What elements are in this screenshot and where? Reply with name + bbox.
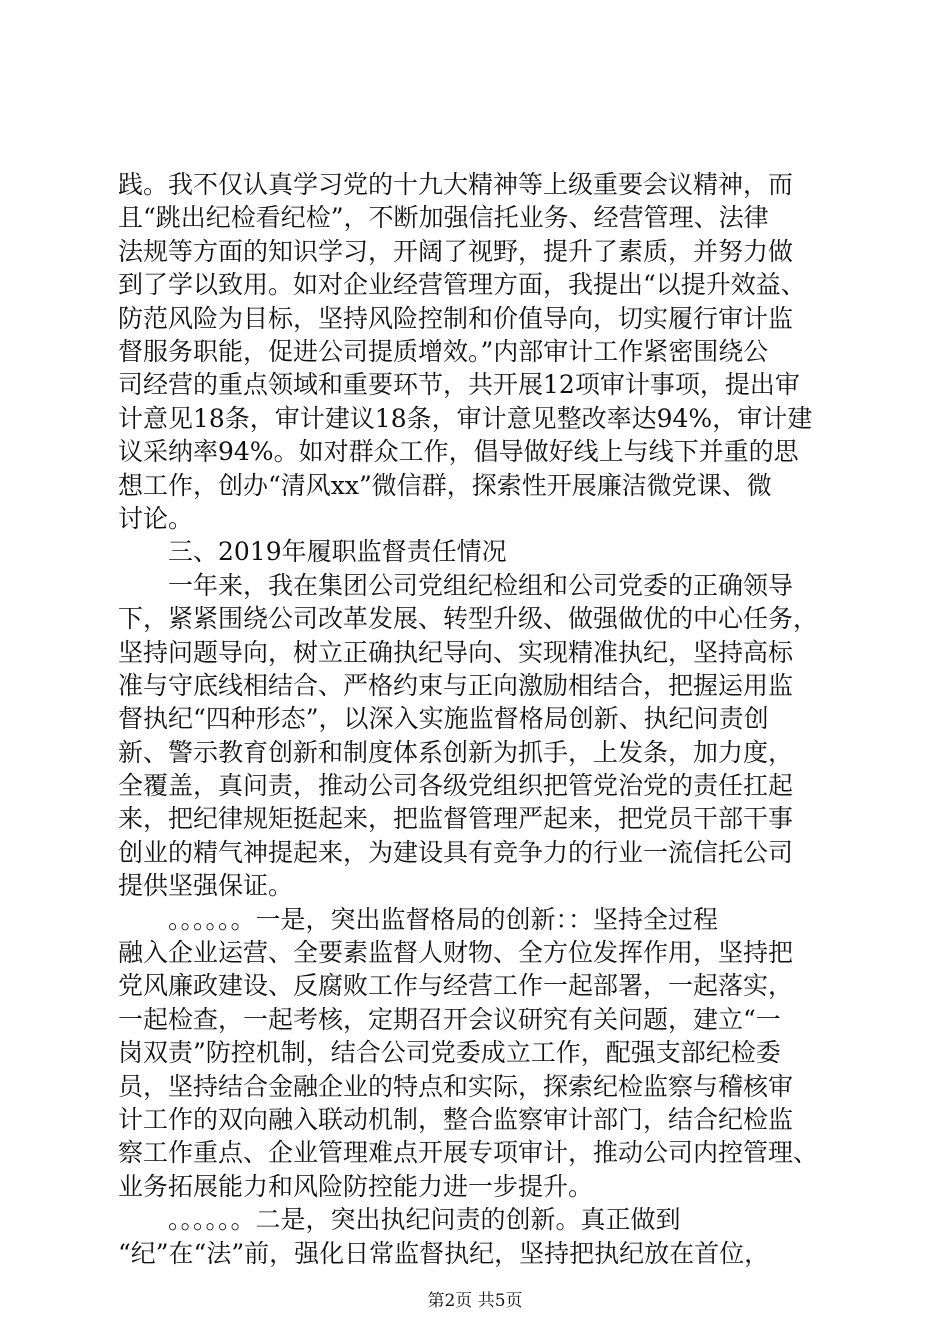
text-line: 讨论。 bbox=[118, 504, 194, 533]
text-line: 计工作的双向融入联动机制，整合监察审计部门，结合纪检监 bbox=[118, 1105, 794, 1134]
text-line: 下，紧紧围绕公司改革发展、转型升级、做强做优的中心任务， bbox=[118, 604, 819, 633]
text-line: 想工作，创办“清风xx”微信群，探索性开展廉洁微党课、微 bbox=[118, 471, 772, 500]
text-line: 践。我不仅认真学习党的十九大精神等上级重要会议精神，而 bbox=[118, 170, 794, 199]
text-line: 到了学以致用。如对企业经营管理方面，我提出“以提升效益、 bbox=[118, 270, 806, 299]
text-line: “纪”在“法”前，强化日常监督执纪，坚持把执纪放在首位， bbox=[118, 1239, 770, 1268]
text-line: 防范风险为目标，坚持风险控制和价值导向，切实履行审计监 bbox=[118, 304, 794, 333]
text-line: 岗双责”防控机制，结合公司党委成立工作，配强支部纪检委 bbox=[118, 1038, 781, 1067]
text-line: 来，把纪律规矩挺起来，把监督管理严起来，把党员干部干事 bbox=[118, 804, 794, 833]
text-line: 。。。。。。二是，突出执纪问责的创新。真正做到 bbox=[168, 1205, 681, 1234]
text-line: 创业的精气神提起来，为建设具有竞争力的行业一流信托公司 bbox=[118, 838, 794, 867]
text-line: 新、警示教育创新和制度体系创新为抓手，上发条，加力度， bbox=[118, 738, 794, 767]
text-line: 准与守底线相结合、严格约束与正向激励相结合，把握运用监 bbox=[118, 671, 794, 700]
text-line: 党风廉政建设、反腐败工作与经营工作一起部署，一起落实， bbox=[118, 971, 794, 1000]
text-line: 。。。。。。一是，突出监督格局的创新：：坚持全过程 bbox=[168, 905, 719, 934]
text-line: 全覆盖，真问责，推动公司各级党组织把管党治党的责任扛起 bbox=[118, 771, 794, 800]
text-line: 且“跳出纪检看纪检”，不断加强信托业务、经营管理、法律 bbox=[118, 203, 769, 232]
text-line: 业务拓展能力和风险防控能力进一步提升。 bbox=[118, 1172, 594, 1201]
text-line: 一年来，我在集团公司党组纪检组和公司党委的正确领导 bbox=[168, 571, 794, 600]
text-line: 法规等方面的知识学习，开阔了视野，提升了素质，并努力做 bbox=[118, 237, 794, 266]
text-line: 察工作重点、企业管理难点开展专项审计，推动公司内控管理、 bbox=[118, 1138, 819, 1167]
text-line: 提供坚强保证。 bbox=[118, 871, 294, 900]
section-heading: 三、2019年履职监督责任情况 bbox=[168, 537, 507, 566]
text-line: 一起检查，一起考核，定期召开会议研究有关问题，建立“一 bbox=[118, 1005, 781, 1034]
text-line: 坚持问题导向，树立正确执纪导向、实现精准执纪，坚持高标 bbox=[118, 638, 794, 667]
text-line: 议采纳率94%。如对群众工作，倡导做好线上与线下并重的思 bbox=[118, 437, 799, 466]
page-footer: 第2页 共5页 bbox=[427, 1291, 523, 1311]
text-line: 督服务职能，促进公司提质增效。”内部审计工作紧密围绕公 bbox=[118, 337, 769, 366]
text-line: 计意见18条，审计建议18条，审计意见整改率达94%，审计建 bbox=[118, 404, 813, 433]
text-line: 司经营的重点领域和重要环节，共开展12项审计事项，提出审 bbox=[118, 370, 800, 399]
text-line: 督执纪“四种形态”，以深入实施监督格局创新、执纪问责创 bbox=[118, 704, 769, 733]
text-line: 融入企业运营、全要素监督人财物、全方位发挥作用，坚持把 bbox=[118, 938, 794, 967]
text-line: 员，坚持结合金融企业的特点和实际，探索纪检监察与稽核审 bbox=[118, 1072, 794, 1101]
